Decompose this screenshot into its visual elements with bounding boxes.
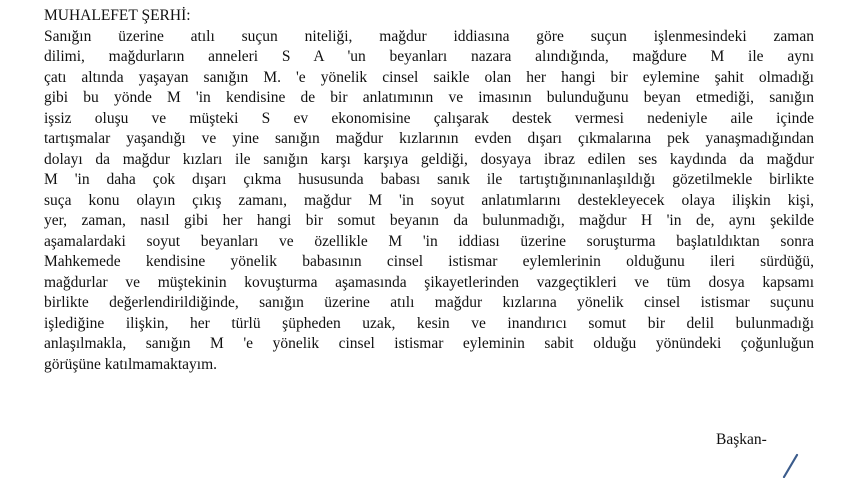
body-line-4: gibi bu yönde M 'in kendisine de bir anlatımının ve imasının bulunduğunu beyan etmediği, sanığın — [44, 89, 814, 106]
body-line-8: M 'in daha çok dışarı çıkma hususunda babası sanık ile tartıştığınınanlaşıldığı gözetilmekle birlikte — [44, 171, 814, 188]
body-line-17: görüşüne katılmamaktayım. — [44, 356, 218, 373]
body-line-6: tartışmalar yaşandığı ve yine sanığın mağdur kızlarının evden dışarı çıkmalarına pek yanaşmadığından — [44, 130, 814, 147]
body-line-5: işsiz oluşu ve müşteki S ev ekonomisine çalışarak destek vermesi nedeniyle aile içinde — [44, 110, 814, 127]
body-line-7: dolayı da mağdur kızları ile sanığın karşı karşıya geldiği, dosyaya ibraz edilen ses kaydında da mağdur — [44, 151, 814, 168]
body-line-13: mağdurlar ve müştekinin kovuşturma aşamasında şikayetlerinden vazgeçtikleri ve tüm dosya kapsamı — [44, 274, 814, 291]
body-line-16: anlaşılmakla, sanığın M 'e yönelik cinsel istismar eyleminin sabit olduğu yönündeki çoğunluğun — [44, 335, 814, 352]
body-line-11: aşamalardaki soyut beyanları ve özellikle M 'in iddiası üzerine soruşturma başlatıldıktan sonra — [44, 233, 814, 250]
body-line-10: yer, zaman, nasıl gibi her hangi bir somut beyanın da bulunmadığı, mağdur H 'in de, aynı şekilde — [44, 212, 814, 229]
body-line-15: işlediğine ilişkin, her türlü şüpheden uzak, kesin ve inandırıcı somut bir delil bulunmadığı — [44, 315, 814, 332]
body-line-1: Sanığın üzerine atılı suçun niteliği, mağdur iddiasına göre suçun işlenmesindeki zaman — [44, 28, 814, 45]
body-line-12: Mahkemede kendisine yönelik babasının cinsel istismar eylemlerinin olduğunu ileri sürdüğü, — [44, 253, 814, 270]
document-heading: MUHALEFET ŞERHİ: — [44, 7, 191, 24]
body-line-3: çatı altında yaşayan sanığın M. 'e yönelik cinsel saikle olan her hangi bir eylemine şahit olmadığı — [44, 69, 814, 86]
body-line-2: dilimi, mağdurların anneleri S A 'un beyanları nazara alındığında, mağdure M ile aynı — [44, 48, 814, 65]
body-line-9: suça konu olayın çıkış zamanı, mağdur M 'in soyut anlatımlarını destekleyecek olaya ilişkin kişi, — [44, 192, 814, 209]
signature-label: Başkan- — [716, 431, 767, 448]
body-line-14: birlikte değerlendirildiğinde, sanığın üzerine atılı mağdur kızlarına yönelik cinsel istismar suçunu — [44, 294, 814, 311]
signature-stroke-icon — [782, 452, 806, 478]
